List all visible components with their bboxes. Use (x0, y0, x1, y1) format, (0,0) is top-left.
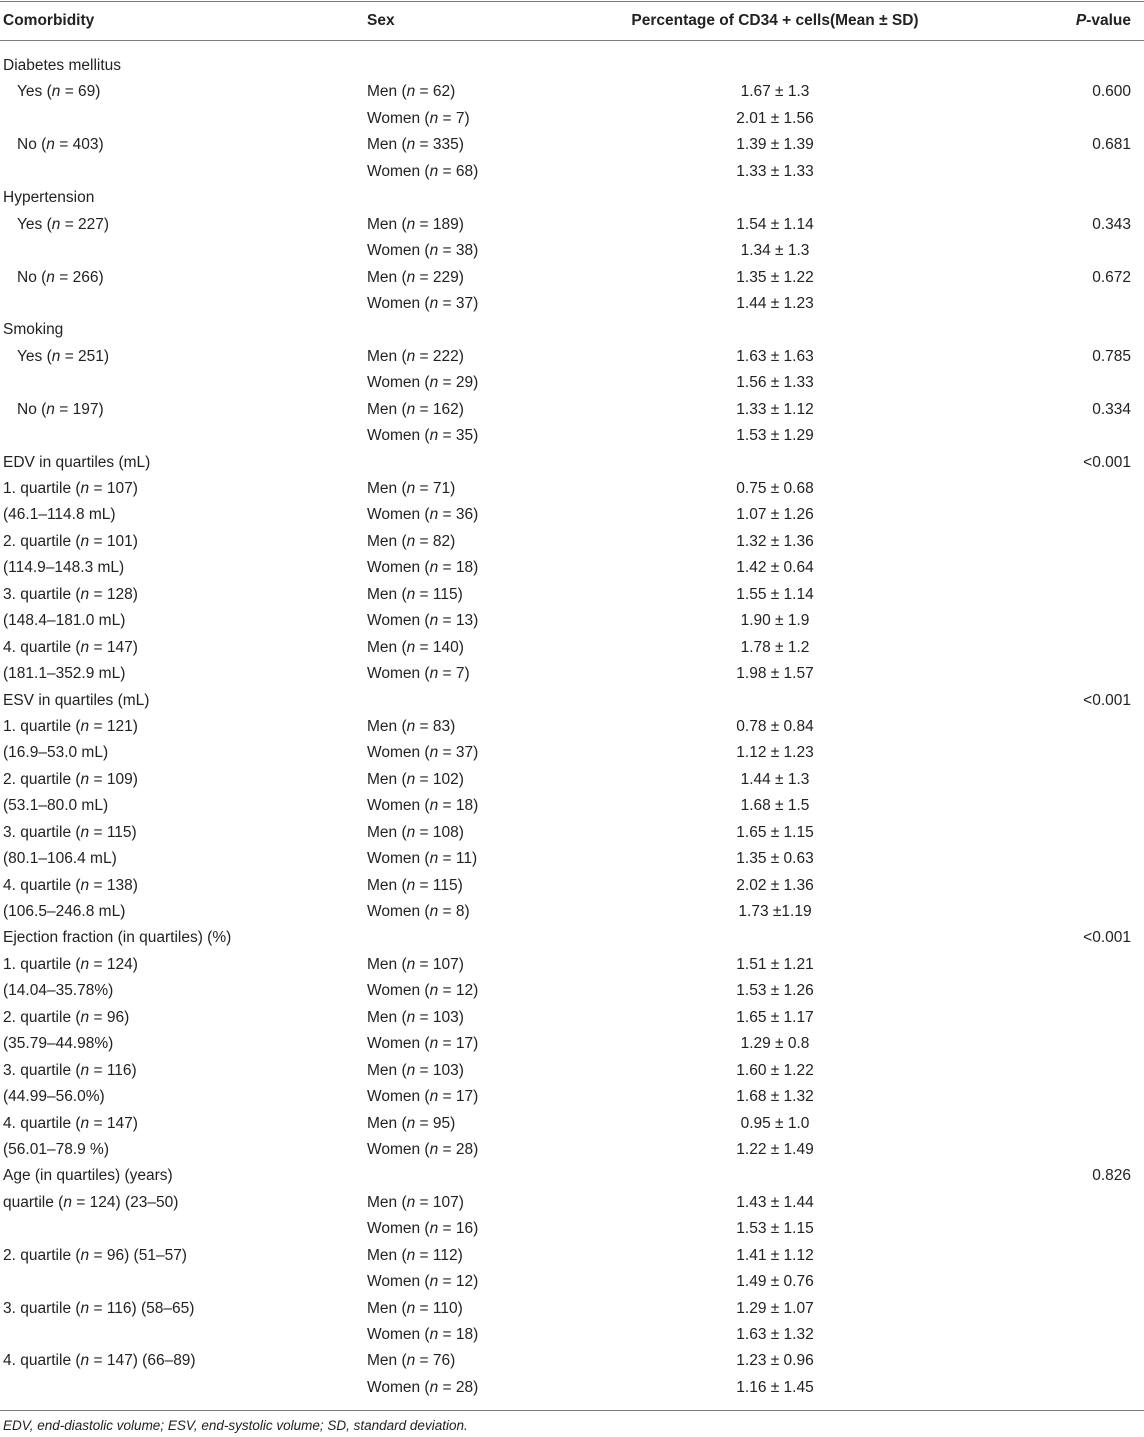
cell-sex: Women (n = 37) (367, 294, 479, 312)
cell-sex: Men (n = 189) (367, 215, 464, 233)
cell-percentage: 1.68 ± 1.5 (740, 797, 810, 815)
cell-percentage: 1.65 ± 1.15 (736, 823, 814, 841)
header-rule (0, 40, 1144, 41)
table-row (0, 767, 1144, 793)
cell-percentage: 1.41 ± 1.12 (736, 1246, 814, 1264)
cell-comorbidity: Yes (n = 69) (17, 83, 101, 101)
header-comorbidity: Comorbidity (3, 12, 95, 29)
cell-comorbidity: (80.1–106.4 mL) (3, 850, 117, 868)
cell-percentage: 1.43 ± 1.44 (736, 1193, 814, 1211)
cell-comorbidity: 4. quartile (n = 138) (3, 876, 138, 894)
cell-sex: Men (n = 162) (367, 400, 464, 418)
cell-sex: Women (n = 29) (367, 374, 479, 392)
cell-sex: Women (n = 35) (367, 427, 479, 445)
cell-comorbidity: 2. quartile (n = 96) (51–57) (3, 1246, 187, 1264)
cell-sex: Men (n = 76) (367, 1352, 456, 1370)
cell-percentage: 1.34 ± 1.3 (740, 242, 810, 260)
cell-percentage: 1.35 ± 1.22 (736, 268, 814, 286)
cell-comorbidity: No (n = 266) (17, 268, 104, 286)
cell-sex: Women (n = 11) (367, 850, 478, 868)
cell-sex: Men (n = 62) (367, 83, 456, 101)
table-row (0, 688, 1144, 714)
cell-p-value: 0.681 (1092, 136, 1131, 154)
cell-comorbidity: Ejection fraction (in quartiles) (%) (3, 929, 232, 947)
table-row (0, 79, 1144, 105)
cell-percentage: 1.63 ± 1.63 (736, 347, 814, 365)
header-p-value (1076, 12, 1131, 30)
cell-percentage: 1.98 ± 1.57 (736, 665, 814, 683)
table-top-rule (0, 1, 1144, 2)
table-row (0, 185, 1144, 211)
table-row (0, 212, 1144, 238)
cell-p-value: 0.826 (1092, 1167, 1131, 1185)
cell-p-value: <0.001 (1083, 691, 1131, 709)
table-footnote: EDV, end-diastolic volume; ESV, end-systolic volume; SD, standard deviation. (3, 1418, 468, 1433)
table-row (0, 1031, 1144, 1057)
cell-percentage: 1.63 ± 1.32 (736, 1326, 814, 1343)
cell-sex: Women (n = 38) (367, 242, 479, 260)
cell-percentage: 1.32 ± 1.36 (736, 532, 814, 550)
table-row (0, 1190, 1144, 1216)
table-row (0, 529, 1144, 555)
cell-comorbidity: EDV in quartiles (mL) (3, 453, 151, 471)
table-row (0, 608, 1144, 634)
cell-comorbidity: 3. quartile (n = 116) (3, 1061, 137, 1079)
cell-sex: Men (n = 107) (367, 1193, 464, 1211)
cell-comorbidity: No (n = 197) (17, 400, 104, 418)
cell-comorbidity: 1. quartile (n = 107) (3, 480, 138, 497)
cell-p-value: 0.785 (1092, 347, 1131, 365)
cell-sex: Women (n = 37) (367, 744, 479, 762)
table-row (0, 635, 1144, 661)
cell-percentage: 0.75 ± 0.68 (736, 480, 814, 497)
cell-percentage: 1.42 ± 0.64 (736, 559, 814, 577)
cell-percentage: 1.90 ± 1.9 (740, 612, 810, 630)
table-row (0, 450, 1144, 476)
cell-sex: Women (n = 18) (367, 1326, 479, 1343)
cell-percentage: 1.67 ± 1.3 (740, 83, 810, 101)
cell-sex: Women (n = 17) (367, 1088, 479, 1106)
table-row (0, 423, 1144, 449)
cell-percentage: 1.22 ± 1.49 (736, 1140, 814, 1158)
cell-sex: Men (n = 335) (367, 136, 464, 154)
table-row (0, 397, 1144, 423)
cell-p-value: <0.001 (1083, 453, 1131, 471)
table-row (0, 502, 1144, 528)
table-row (0, 582, 1144, 608)
cell-sex: Women (n = 17) (367, 1035, 479, 1053)
table-row (0, 899, 1144, 925)
cell-comorbidity: (46.1–114.8 mL) (3, 506, 116, 524)
cell-comorbidity: 2. quartile (n = 101) (3, 532, 138, 550)
table-row (0, 952, 1144, 978)
table-row (0, 370, 1144, 396)
cell-comorbidity: (44.99–56.0%) (3, 1088, 105, 1106)
cell-sex: Men (n = 103) (367, 1008, 464, 1026)
cell-comorbidity: 4. quartile (n = 147) (3, 638, 138, 656)
cell-sex: Men (n = 112) (367, 1246, 463, 1264)
cell-p-value: 0.343 (1092, 215, 1131, 233)
cell-comorbidity: Yes (n = 227) (17, 215, 110, 233)
cell-comorbidity: Diabetes mellitus (3, 57, 122, 74)
table-row (0, 1375, 1144, 1401)
cell-percentage: 1.73 ±1.19 (738, 903, 812, 920)
cell-sex: Women (n = 28) (367, 1140, 479, 1158)
cell-percentage: 1.56 ± 1.33 (736, 374, 814, 392)
table-row (0, 1243, 1144, 1269)
cell-p-value: 0.334 (1092, 400, 1131, 418)
cell-sex: Men (n = 115) (367, 585, 463, 603)
cell-comorbidity: 2. quartile (n = 96) (3, 1008, 130, 1026)
table-row (0, 1058, 1144, 1084)
cell-sex: Women (n = 68) (367, 162, 479, 180)
header-p-rest: -value (1086, 12, 1131, 29)
table-row (0, 925, 1144, 951)
cell-percentage: 1.60 ± 1.22 (736, 1061, 814, 1079)
table-row (0, 53, 1144, 79)
cell-sex: Men (n = 71) (367, 480, 456, 497)
cell-percentage: 2.01 ± 1.56 (736, 109, 814, 127)
cell-comorbidity: (53.1–80.0 mL) (3, 797, 109, 815)
cell-percentage: 1.55 ± 1.14 (736, 585, 814, 603)
cell-comorbidity: 3. quartile (n = 115) (3, 823, 137, 841)
cell-comorbidity: 2. quartile (n = 109) (3, 770, 138, 788)
cell-percentage: 1.29 ± 0.8 (740, 1035, 810, 1053)
cell-sex: Women (n = 12) (367, 982, 479, 1000)
cell-percentage: 0.95 ± 1.0 (740, 1114, 810, 1132)
cell-comorbidity: 4. quartile (n = 147) (3, 1114, 138, 1132)
cell-sex: Women (n = 36) (367, 506, 479, 524)
cell-percentage: 1.65 ± 1.17 (736, 1008, 814, 1026)
cell-comorbidity: (35.79–44.98%) (3, 1035, 114, 1053)
cell-percentage: 1.29 ± 1.07 (736, 1299, 814, 1317)
cell-sex: Women (n = 16) (367, 1220, 479, 1238)
cell-comorbidity: quartile (n = 124) (23–50) (3, 1193, 179, 1211)
cell-p-value: 0.672 (1092, 268, 1131, 286)
table-row (0, 344, 1144, 370)
cell-comorbidity: ESV in quartiles (mL) (3, 691, 150, 709)
cell-sex: Men (n = 82) (367, 532, 456, 550)
cell-sex: Men (n = 102) (367, 770, 464, 788)
table-row (0, 238, 1144, 264)
table-row (0, 555, 1144, 581)
cell-sex: Men (n = 229) (367, 268, 464, 286)
cell-sex: Men (n = 222) (367, 347, 464, 365)
table-row (0, 1137, 1144, 1163)
cell-percentage: 0.78 ± 0.84 (736, 717, 814, 735)
cell-percentage: 1.53 ± 1.29 (736, 427, 814, 445)
cell-comorbidity: 1. quartile (n = 121) (3, 717, 138, 735)
table-row (0, 846, 1144, 872)
header-percentage: Percentage of CD34 + cells(Mean ± SD) (631, 12, 919, 29)
table-row (0, 1111, 1144, 1137)
cell-comorbidity: Yes (n = 251) (17, 347, 110, 365)
table-row (0, 1348, 1144, 1374)
cell-sex: Women (n = 28) (367, 1378, 479, 1396)
cell-sex: Men (n = 110) (367, 1299, 463, 1317)
cell-p-value: 0.600 (1092, 83, 1131, 101)
table-row (0, 476, 1144, 502)
cell-percentage: 1.39 ± 1.39 (736, 136, 814, 154)
cell-sex: Women (n = 7) (367, 665, 470, 683)
table-row (0, 1005, 1144, 1031)
header-sex: Sex (367, 12, 395, 29)
cell-comorbidity: 4. quartile (n = 147) (66–89) (3, 1352, 196, 1370)
table-row (0, 740, 1144, 766)
cell-comorbidity: Hypertension (3, 189, 95, 207)
header-p-italic: P (1075, 12, 1087, 29)
cell-percentage: 1.49 ± 0.76 (736, 1273, 814, 1291)
cell-sex: Men (n = 95) (367, 1114, 456, 1132)
table-row (0, 1084, 1144, 1110)
cell-percentage: 1.35 ± 0.63 (736, 850, 814, 868)
cell-comorbidity: (181.1–352.9 mL) (3, 665, 126, 683)
cell-percentage: 1.23 ± 0.96 (736, 1352, 814, 1370)
cell-sex: Women (n = 8) (367, 903, 470, 920)
table-row (0, 132, 1144, 158)
cell-sex: Women (n = 12) (367, 1273, 479, 1291)
cell-p-value: <0.001 (1083, 929, 1131, 947)
table-row (0, 291, 1144, 317)
cell-comorbidity: (14.04–35.78%) (3, 982, 114, 1000)
table-row (0, 159, 1144, 185)
cell-percentage: 2.02 ± 1.36 (736, 876, 814, 894)
table-row (0, 1322, 1144, 1348)
cell-comorbidity: Smoking (3, 321, 64, 339)
cell-percentage: 1.53 ± 1.15 (736, 1220, 814, 1238)
cell-sex: Men (n = 140) (367, 638, 464, 656)
cell-percentage: 1.07 ± 1.26 (736, 506, 814, 524)
cell-comorbidity: 3. quartile (n = 128) (3, 585, 138, 603)
cell-sex: Women (n = 18) (367, 797, 479, 815)
cell-percentage: 1.51 ± 1.21 (736, 955, 814, 973)
cell-sex: Men (n = 115) (367, 876, 463, 894)
cell-percentage: 1.33 ± 1.33 (736, 162, 814, 180)
cell-percentage: 1.53 ± 1.26 (736, 982, 814, 1000)
cell-sex: Men (n = 107) (367, 955, 464, 973)
cell-sex: Men (n = 83) (367, 717, 456, 735)
table-row (0, 1269, 1144, 1295)
cell-comorbidity: (114.9–148.3 mL) (3, 559, 125, 577)
cell-sex: Women (n = 7) (367, 109, 470, 127)
cell-percentage: 1.68 ± 1.32 (736, 1088, 814, 1106)
cell-comorbidity: (106.5–246.8 mL) (3, 903, 126, 920)
table-row (0, 1216, 1144, 1242)
cell-percentage: 1.33 ± 1.12 (736, 400, 814, 418)
cell-percentage: 1.78 ± 1.2 (740, 638, 810, 656)
cell-percentage: 1.44 ± 1.3 (740, 770, 810, 788)
cell-sex: Men (n = 108) (367, 823, 464, 841)
table-row (0, 661, 1144, 687)
table-row (0, 793, 1144, 819)
cell-comorbidity: No (n = 403) (17, 136, 104, 154)
cell-comorbidity: (148.4–181.0 mL) (3, 612, 126, 630)
cell-percentage: 1.12 ± 1.23 (736, 744, 814, 762)
cell-comorbidity: 1. quartile (n = 124) (3, 955, 138, 973)
cell-percentage: 1.54 ± 1.14 (736, 215, 814, 233)
table-row (0, 106, 1144, 132)
cell-comorbidity: Age (in quartiles) (years) (3, 1167, 173, 1185)
cell-percentage: 1.44 ± 1.23 (736, 294, 814, 312)
table-row (0, 714, 1144, 740)
table-row (0, 1163, 1144, 1189)
cell-sex: Men (n = 103) (367, 1061, 464, 1079)
cell-comorbidity: (16.9–53.0 mL) (3, 744, 109, 762)
table-row (0, 1296, 1144, 1322)
cell-comorbidity: (56.01–78.9 %) (3, 1140, 109, 1158)
cell-percentage: 1.16 ± 1.45 (736, 1378, 814, 1396)
cell-sex: Women (n = 13) (367, 612, 479, 630)
cell-comorbidity: 3. quartile (n = 116) (58–65) (3, 1299, 195, 1317)
table-row (0, 265, 1144, 291)
table-row (0, 820, 1144, 846)
table-row (0, 317, 1144, 343)
table-row (0, 873, 1144, 899)
table-bottom-rule (0, 1410, 1144, 1411)
cell-sex: Women (n = 18) (367, 559, 479, 577)
table-body (0, 53, 1144, 1401)
table-row (0, 978, 1144, 1004)
